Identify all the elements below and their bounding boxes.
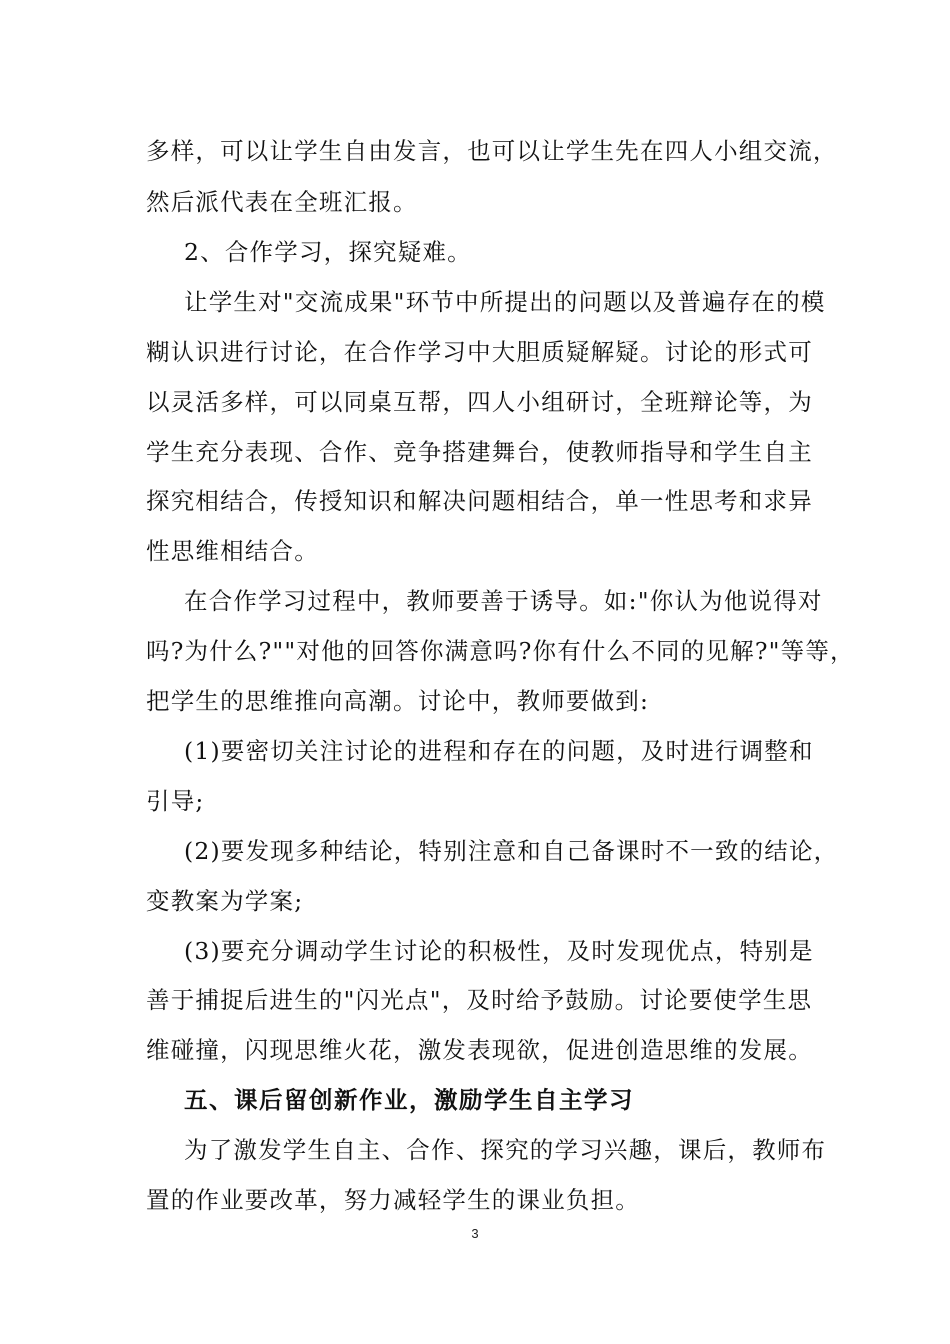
text-line: 多样，可以让学生自由发言，也可以让学生先在四人小组交流， <box>146 137 838 165</box>
text-line: 性思维相结合。 <box>146 537 319 565</box>
text-line: 然后派代表在全班汇报。 <box>146 188 418 216</box>
list-item: (2)要发现多种结论，特别注意和自己备课时不一致的结论， <box>184 837 839 865</box>
section-subheading: 2、合作学习，探究疑难。 <box>184 238 472 266</box>
text-line: 善于捕捉后进生的"闪光点"，及时给予鼓励。讨论要使学生思 <box>146 986 813 1014</box>
text-line: 糊认识进行讨论，在合作学习中大胆质疑解疑。讨论的形式可 <box>146 338 813 366</box>
text-line: 让学生对"交流成果"环节中所提出的问题以及普遍存在的模 <box>184 288 826 316</box>
text-line: 为了激发学生自主、合作、探究的学习兴趣，课后，教师布 <box>184 1136 827 1164</box>
page-number: 3 <box>471 1226 479 1241</box>
text-line: 维碰撞，闪现思维火花，激发表现欲，促进创造思维的发展。 <box>146 1036 813 1064</box>
text-line: 学生充分表现、合作、竞争搭建舞台，使教师指导和学生自主 <box>146 438 813 466</box>
text-line: 在合作学习过程中，教师要善于诱导。如:"你认为他说得对 <box>184 587 823 615</box>
list-item: (1)要密切关注讨论的进程和存在的问题，及时进行调整和 <box>184 737 814 765</box>
text-line: 探究相结合，传授知识和解决问题相结合，单一性思考和求异 <box>146 487 813 515</box>
text-line: 引导; <box>146 787 205 815</box>
text-line: 变教案为学案; <box>146 887 304 915</box>
section-heading: 五、课后留创新作业，激励学生自主学习 <box>184 1086 634 1114</box>
text-line: 把学生的思维推向高潮。讨论中，教师要做到: <box>146 687 650 715</box>
text-line: 以灵活多样，可以同桌互帮，四人小组研讨，全班辩论等，为 <box>146 388 813 416</box>
list-item: (3)要充分调动学生讨论的积极性，及时发现优点，特别是 <box>184 937 814 965</box>
text-line: 置的作业要改革，努力减轻学生的课业负担。 <box>146 1186 640 1214</box>
text-line: 吗?为什么?""对他的回答你满意吗?你有什么不同的见解?"等等， <box>146 637 855 665</box>
